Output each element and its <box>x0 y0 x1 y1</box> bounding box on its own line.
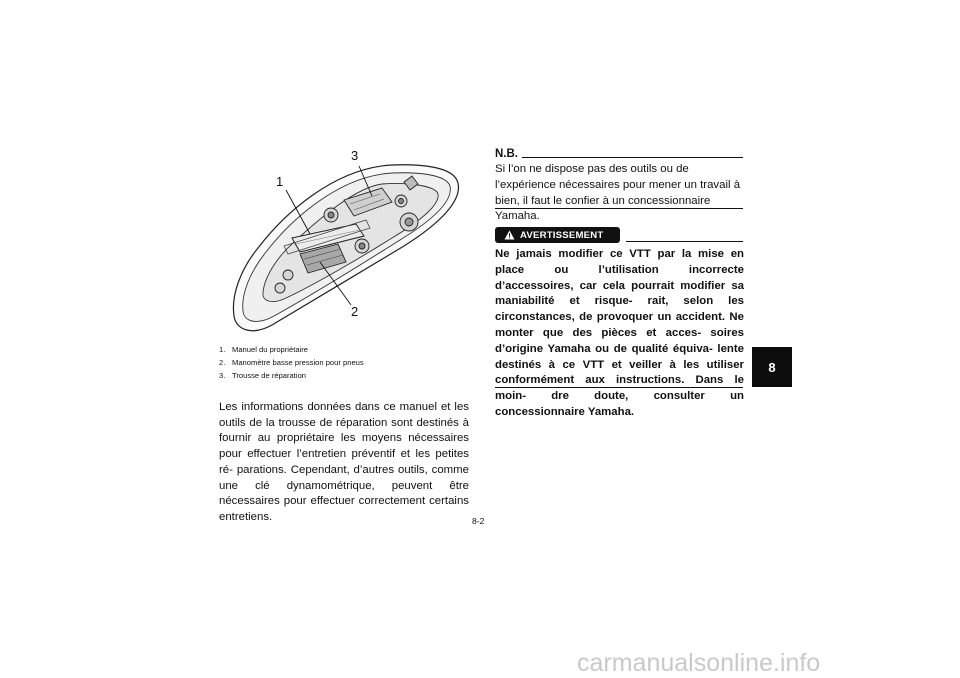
caption-text: Manomètre basse pression pour pneus <box>232 358 364 368</box>
figure-caption-list <box>219 343 364 383</box>
body-paragraph: Les informations données dans ce manuel et les outils de la trousse de réparation sont destinés à fournir au propriétaire les moyens nécessaires pour effectuer l’entretien préventif et les petites ré- parations. Cependant, d’autres outils, comme une clé dynamométrique, peuvent être nécessaires pour effectuer correctement certains entretiens. <box>219 401 469 523</box>
section-tab: 8 <box>752 347 792 387</box>
callout-3: 3 <box>351 148 359 163</box>
caption-text: Trousse de réparation <box>232 371 307 381</box>
warning-text: Ne jamais modifier ce VTT par la mise en place ou l’utilisation incorrecte d’accessoires, car cela pourrait modifier sa maniabilité et risque- rait, selon les circonstances, de provoquer un accident. Ne monter que des pièces et acces- soires d’origine Yamaha ou de qualité équiva- lente destinés à ce VTT et veiller à les utiliser conformément aux instructions. Dans le moin- dre doute, consulter un concessionnaire Yamaha. <box>495 248 744 418</box>
caption-number: 2. <box>219 358 226 368</box>
warning-label: AVERTISSEMENT <box>520 229 604 241</box>
warning-triangle-icon <box>504 230 515 240</box>
callout-2: 2 <box>351 304 359 319</box>
warning-title-rule <box>626 241 743 242</box>
note-title-rule <box>522 157 743 158</box>
watermark <box>0 648 960 678</box>
page-number: 8-2 <box>472 516 485 526</box>
warning-badge <box>495 227 620 243</box>
caption-item <box>219 369 364 382</box>
watermark-text: carmanualsonline.info <box>577 649 821 677</box>
caption-item <box>219 343 364 356</box>
caption-number: 3. <box>219 371 226 381</box>
warning-bottom-rule <box>495 387 743 388</box>
note-title: N.B. <box>495 148 518 160</box>
callout-1: 1 <box>276 174 284 189</box>
caption-item <box>219 356 364 369</box>
caption-text: Manuel du propriétaire <box>232 345 308 354</box>
note-bottom-rule <box>495 208 743 209</box>
caption-number: 1. <box>219 345 226 354</box>
storage-compartment-illustration <box>214 138 472 348</box>
note-text: Si l’on ne dispose pas des outils ou de l’expérience nécessaires pour mener un travail à bien, il faut le confier à un concessionnaire Yamaha. <box>495 163 741 223</box>
